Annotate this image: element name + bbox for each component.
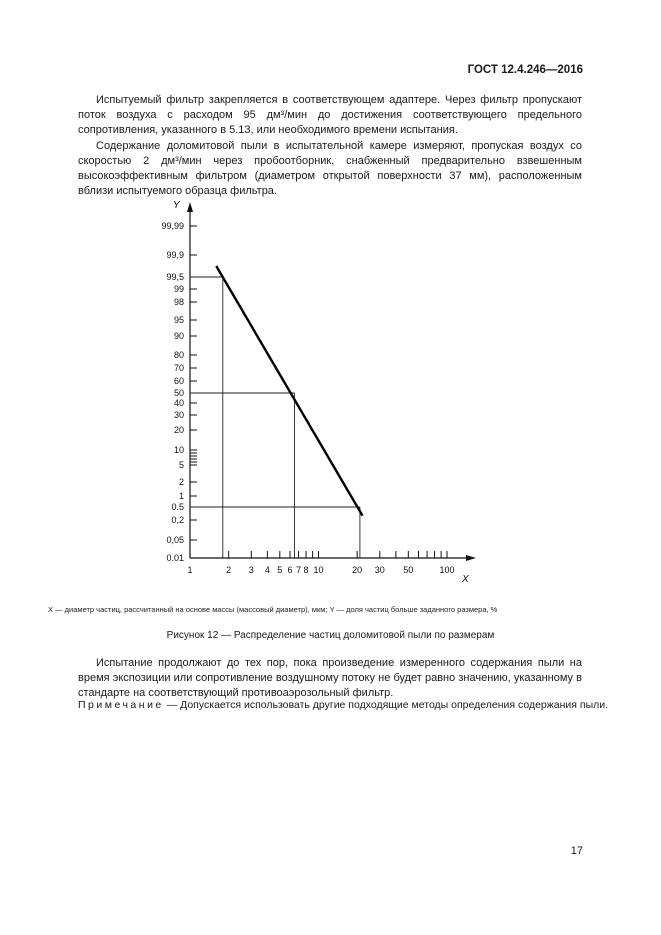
x-tick-label: 4 <box>264 565 270 575</box>
distribution-line <box>216 266 362 516</box>
note <box>78 699 608 711</box>
y-tick-label: 99,99 <box>161 221 184 231</box>
note-text: — Допускается использовать другие подходящие методы определения содержания пыли. <box>163 699 609 711</box>
page-number: 17 <box>570 845 583 857</box>
y-tick-label: 40 <box>173 398 184 408</box>
y-tick-label: 80 <box>173 350 184 360</box>
x-tick-label: 3 <box>248 565 254 575</box>
y-tick-label: 0,05 <box>166 535 184 545</box>
y-tick-label: 50 <box>173 388 184 398</box>
y-tick-label: 5 <box>178 460 184 470</box>
y-axis-label: Y <box>173 200 180 211</box>
y-tick-label: 10 <box>173 445 184 455</box>
particle-distribution-chart <box>0 190 661 600</box>
x-axis-label: X <box>462 574 469 585</box>
x-tick-label: 5 <box>277 565 283 575</box>
x-tick-label: 1 <box>187 565 193 575</box>
y-tick-label: 0.01 <box>166 553 184 563</box>
y-tick-label: 2 <box>178 477 184 487</box>
y-tick-label: 1 <box>178 491 184 501</box>
y-axis-arrow <box>187 202 193 212</box>
x-tick-label: 10 <box>313 565 324 575</box>
y-tick-label: 20 <box>173 425 184 435</box>
x-tick-label: 20 <box>352 565 363 575</box>
y-tick-label: 0,2 <box>171 515 184 525</box>
x-tick-label: 6 <box>287 565 293 575</box>
y-tick-label: 70 <box>173 363 184 373</box>
x-tick-label: 8 <box>303 565 309 575</box>
reference-lines <box>190 277 360 558</box>
y-ticks <box>161 221 197 563</box>
x-axis-arrow <box>466 555 476 561</box>
y-tick-label: 30 <box>173 410 184 420</box>
distribution-series <box>216 266 362 516</box>
figure-caption: Рисунок 12 — Распределение частиц доломитовой пыли по размерам <box>166 630 495 641</box>
y-tick-label: 99 <box>173 284 184 294</box>
y-tick-label: 98 <box>173 297 184 307</box>
figure-legend-note: X — диаметр частиц, рассчитанный на основе массы (массовый диаметр), мкм; Y — доля частиц больше заданного размера, % <box>48 605 498 614</box>
x-tick-label: 100 <box>439 565 455 575</box>
paragraph-test-duration: Испытание продолжают до тех пор, пока произведение измеренного содержания пыли на время экспозиции или сопротивление воздушному потоку не будет равно значению, указанному в стандарте на соответствующий противоаэрозольный фильтр. <box>78 657 582 699</box>
y-tick-label: 95 <box>173 315 184 325</box>
y-tick-label: 99,5 <box>166 272 184 282</box>
note-label: Примечание <box>78 699 164 711</box>
x-tick-label: 50 <box>403 565 414 575</box>
paragraph-filter-mounting: Испытуемый фильтр закрепляется в соответствующем адаптере. Через фильтр пропускают поток воздуха с расходом 95 дм³/мин до достижения соответствующего предельного сопротивления, указанного в 5.13, или необходимого времени испытания. <box>78 94 582 136</box>
x-tick-label: 2 <box>226 565 232 575</box>
y-tick-label: 90 <box>173 331 184 341</box>
x-ticks <box>187 551 454 575</box>
document-header: ГОСТ 12.4.246—2016 <box>467 64 583 76</box>
y-tick-label: 60 <box>173 376 184 386</box>
y-tick-label: 0.5 <box>171 502 184 512</box>
y-tick-label: 99,9 <box>166 250 184 260</box>
x-tick-label: 30 <box>374 565 385 575</box>
x-tick-label: 7 <box>296 565 302 575</box>
paragraph-dust-measurement: Содержание доломитовой пыли в испытательной камере измеряют, пропуская воздух со скоростью 2 дм³/мин через пробоотборник, снабженный предварительно взвешенным высокоэффективным фильтром (диаметром открытой поверхности 37 мм), расположенным вблизи испытуемого образца фильтра. <box>78 140 582 197</box>
